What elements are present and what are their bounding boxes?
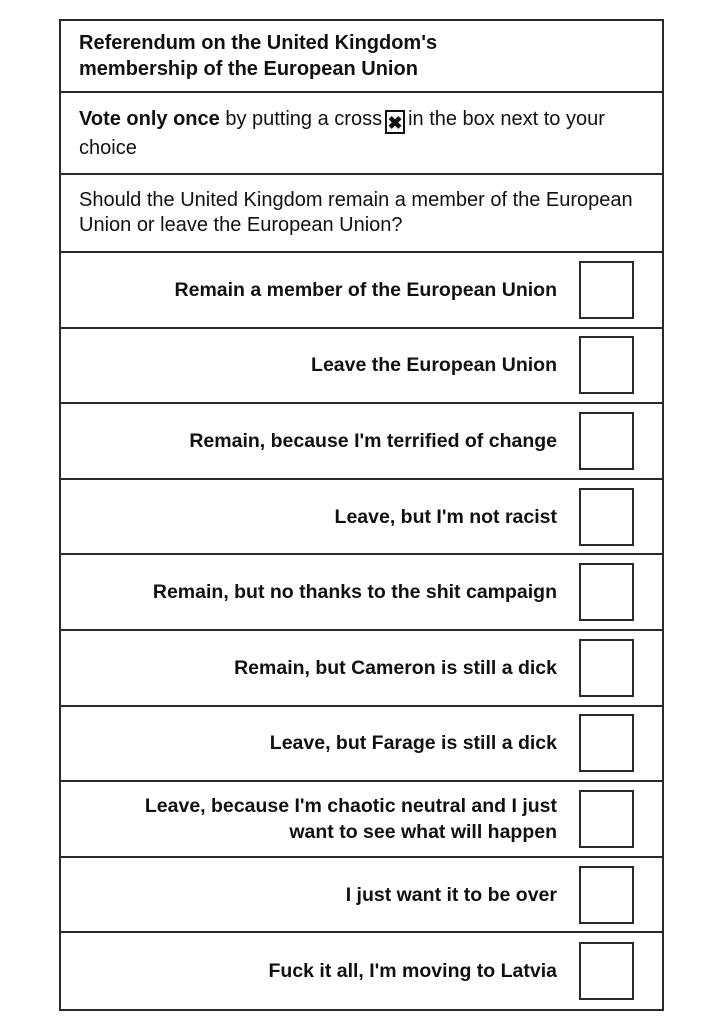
option-label: Fuck it all, I'm moving to Latvia — [268, 960, 557, 983]
question-row — [61, 175, 662, 253]
option-row — [61, 933, 662, 1009]
vote-checkbox[interactable] — [579, 790, 634, 848]
vote-checkbox[interactable] — [579, 563, 634, 621]
option-label: Remain, but Cameron is still a dick — [234, 656, 557, 679]
option-label: Leave, because I'm chaotic neutral and I just want to see what will happen — [144, 794, 557, 843]
option-row — [61, 707, 662, 783]
option-row — [61, 631, 662, 707]
option-row — [61, 555, 662, 631]
option-label: Remain, but no thanks to the shit campaign — [152, 581, 557, 604]
instruction-after-box: in the box next to your choice — [79, 107, 605, 159]
vote-checkbox[interactable] — [579, 412, 634, 470]
option-row — [61, 329, 662, 405]
vote-checkbox[interactable] — [579, 714, 634, 772]
vote-checkbox[interactable] — [579, 261, 634, 319]
option-label: Remain, because I'm terrified of change — [189, 429, 557, 452]
instruction-row — [61, 93, 662, 175]
option-row — [61, 782, 662, 858]
options-list — [61, 253, 662, 1009]
instruction-bold: Vote only once — [79, 107, 220, 130]
option-label: Remain a member of the European Union — [174, 278, 557, 301]
option-label: Leave, but Farage is still a dick — [269, 732, 557, 755]
vote-checkbox[interactable] — [579, 639, 634, 697]
vote-checkbox[interactable] — [579, 942, 634, 1000]
vote-checkbox[interactable] — [579, 866, 634, 924]
option-label: I just want it to be over — [345, 883, 557, 906]
option-row — [61, 480, 662, 556]
instruction-text — [79, 105, 644, 162]
option-row — [61, 404, 662, 480]
ballot-title-row — [61, 21, 662, 93]
option-row — [61, 253, 662, 329]
vote-checkbox[interactable] — [579, 336, 634, 394]
ballot-paper — [59, 19, 664, 1011]
option-row — [61, 858, 662, 934]
ballot-title: Referendum on the United Kingdom's membership of the European Union — [79, 32, 438, 80]
vote-checkbox[interactable] — [579, 488, 634, 546]
instruction-before-box: by putting a cross — [225, 107, 383, 130]
option-label: Leave, but I'm not racist — [334, 505, 557, 528]
option-label: Leave the European Union — [311, 354, 557, 377]
question-text: Should the United Kingdom remain a member of the European Union or leave the European Union? — [79, 189, 633, 236]
cross-example-icon: ✖ — [385, 110, 405, 134]
